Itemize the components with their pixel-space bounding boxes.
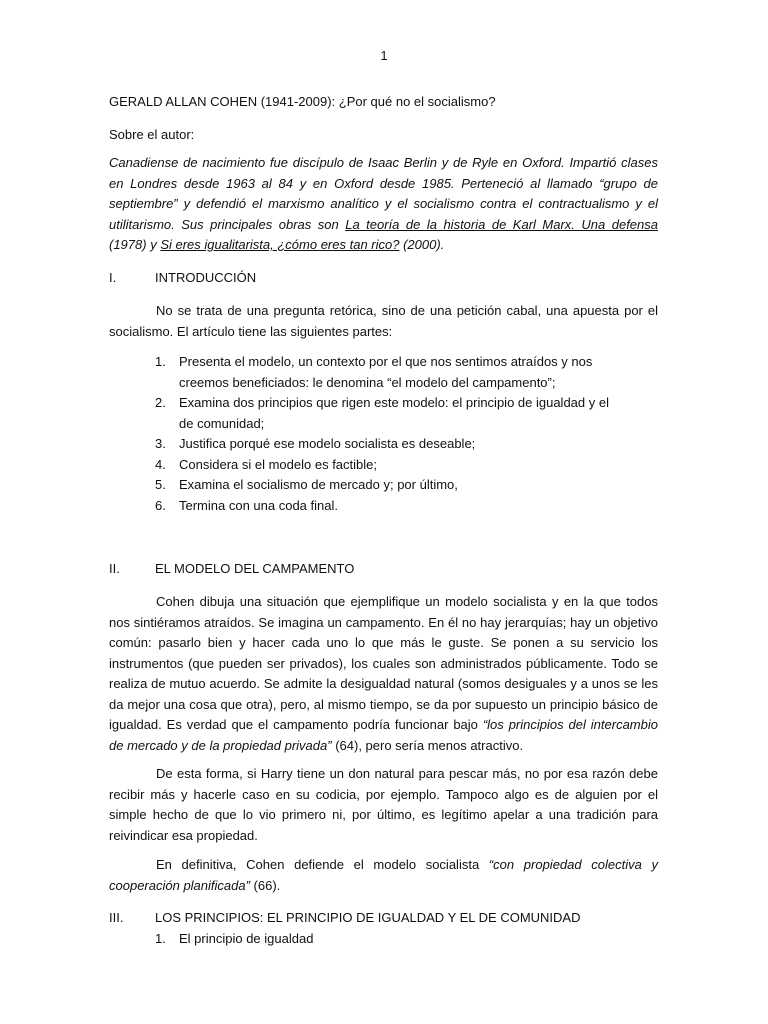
author-bio: [109, 153, 658, 256]
paragraph-text: (66).: [249, 877, 281, 893]
campamento-paragraph-2: De esta forma, si Harry tiene un don natural para pescar más, no por esa razón debe recibir más y hacerle caso en su codicia, por ejemplo. Tampoco algo es de alguien por el simple hecho de que lo vio primero ni, por último, es legítimo apelar a una tradición para reivindicar esa propiedad.: [109, 766, 658, 843]
list-item: [155, 434, 625, 455]
list-number: 5.: [155, 477, 166, 492]
list-item: [155, 475, 625, 496]
section-number: I.: [109, 270, 117, 285]
list-number: 2.: [155, 395, 166, 410]
quote: “los principios del intercambio de mercado y de la propiedad privada”: [109, 717, 658, 753]
campamento-paragraph-1: [109, 592, 658, 756]
subsection-label: El principio de igualdad: [179, 931, 314, 946]
bio-text: (2000).: [399, 237, 445, 252]
list-item: [155, 393, 625, 434]
document-title: GERALD ALLAN COHEN (1941-2009): ¿Por qué no el socialismo?: [109, 94, 496, 109]
list-text: Examina el socialismo de mercado y; por último,: [179, 477, 458, 492]
subsection-heading: [155, 929, 313, 950]
section-label: INTRODUCCIÓN: [155, 270, 257, 285]
about-heading: Sobre el autor:: [109, 127, 195, 142]
list-item: [155, 455, 625, 476]
list-number: 3.: [155, 436, 166, 451]
list-text: Termina con una coda final.: [179, 497, 338, 513]
book-title-2: Si eres igualitarista, ¿cómo eres tan rico?: [160, 237, 400, 252]
section-number: II.: [109, 561, 120, 576]
bio-text: (1978) y: [109, 237, 161, 252]
section-label: LOS PRINCIPIOS: EL PRINCIPIO DE IGUALDAD Y EL DE COMUNIDAD: [155, 910, 581, 925]
paragraph-text: Cohen dibuja una situación que ejemplifique un modelo socialista y en la que todos nos sintiéramos atraídos. Se imagina un campamento. En él no hay jerarquías; hay un objetivo común: pasarlo bien y hacer cada uno lo que más le guste. Se ponen a su servicio los instrumentos (que pueden ser privados), los cuales son administrados públicamente. Todo se realiza de mutuo acuerdo. Se admite la desigualdad natural (somos desiguales y a unos se les da mejor una cosa que otra), pero, al mismo tiempo, se da por supuesto un principio básico de igualdad. Es verdad que el campamento podría funcionar bajo: [109, 594, 658, 732]
list-text: Justifica porqué ese modelo socialista es deseable;: [179, 436, 476, 451]
quote: “con propiedad colectiva y cooperación planificada”: [109, 857, 659, 893]
section-number: III.: [109, 910, 124, 925]
intro-list: [155, 352, 625, 516]
paragraph-text: En definitiva, Cohen defiende el modelo socialista: [156, 857, 489, 872]
list-item: [155, 352, 625, 393]
intro-paragraph: No se trata de una pregunta retórica, sino de una petición cabal, una apuesta por el socialismo. El artículo tiene las siguientes partes:: [109, 303, 658, 339]
campamento-paragraph-3: [109, 855, 658, 896]
list-text: Presenta el modelo, un contexto por el que nos sentimos atraídos y nos creemos beneficiados: le denomina “el modelo del campamento”;: [179, 354, 593, 390]
paragraph-text: (64), pero sería menos atractivo.: [331, 737, 524, 753]
section-label: EL MODELO DEL CAMPAMENTO: [155, 561, 355, 576]
list-number: 1.: [155, 931, 166, 946]
list-text: Examina dos principios que rigen este modelo: el principio de igualdad y el de comunidad;: [179, 395, 609, 431]
list-number: 4.: [155, 456, 166, 472]
list-item: [155, 496, 625, 517]
bio-text: Canadiense de nacimiento fue discípulo de Isaac Berlin y de Ryle en Oxford. Impartió clases en Londres desde 1963 al 84 y en Oxford desde 1985. Perteneció al llamado “grupo de septiembre” y defendió el marxismo analítico y el socialismo contra el contractualismo y el utilitarismo. Sus principales obras son: [109, 155, 658, 232]
list-text: Considera si el modelo es factible;: [179, 456, 377, 472]
page-number: 1: [380, 48, 388, 63]
list-number: 6.: [155, 497, 166, 513]
book-title-1: La teoría de la historia de Karl Marx. Una defensa: [345, 216, 658, 232]
list-number: 1.: [155, 354, 166, 369]
